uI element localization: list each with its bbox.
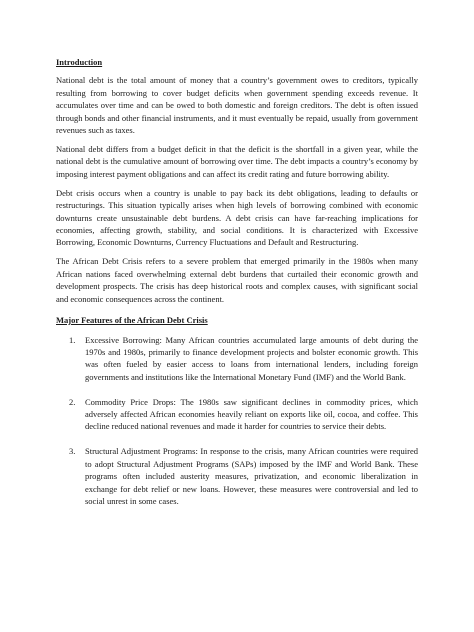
intro-paragraph-national-debt: National debt is the total amount of money that a country’s government owes to creditors, typically resulting from borrowing to cover budget deficits when government spending exceeds revenue. It accumulates over time and can be owed to both domestic and foreign creditors. The debt is often issued through bonds and other financial instruments, and it must eventually be repaid, usually from government revenues such as taxes. [56,75,418,136]
list-item [56,396,418,433]
list-item-text: Excessive Borrowing: Many African countries accumulated large amounts of debt during the 1970s and 1980s, primarily to finance development projects and bolster economic growth. This was often fueled by easier access to loans from international lenders, including foreign governments and institutions like the International Monetary Fund (IMF) and the World Bank. [85,334,418,382]
list-item-text: Commodity Price Drops: The 1980s saw significant declines in commodity prices, which adversely affected African economies heavily reliant on exports like oil, cocoa, and coffee. This decline reduced national revenues and made it harder for countries to service their debts. [85,396,418,432]
introduction-heading: Introduction [56,57,103,67]
features-heading: Major Features of the African Debt Crisis [56,315,208,326]
features-list [56,334,418,508]
list-item [56,334,418,384]
intro-paragraph-deficit: National debt differs from a budget deficit in that the deficit is the shortfall in a given year, while the national debt is the cumulative amount of borrowing over time. The debt impacts a country’s economy by imposing interest payment obligations and can affect its credit rating and future borrowing ability. [56,144,418,179]
list-item-number: 1. [69,334,76,345]
intro-paragraph-african-debt-crisis: The African Debt Crisis refers to a severe problem that emerged primarily in the 1980s when many African nations faced overwhelming external debt burdens that curtailed their economic growth and development prospects. The crisis has deep historical roots and complex causes, with significant social and economic consequences across the continent. [56,256,418,304]
intro-paragraph-debt-crisis: Debt crisis occurs when a country is unable to pay back its debt obligations, leading to defaults or restructurings. This situation typically arises when high levels of borrowing combined with economic downturns create unsustainable debt burdens. A debt crisis can have far-reaching implications for economies, affecting growth, stability, and social conditions. It is characterized with Excessive Borrowing, Economic Downturns, Currency Fluctuations and Default and Restructuring. [56,187,418,248]
list-item-number: 2. [69,396,76,407]
list-item-number: 3. [69,446,76,457]
list-item-text: Structural Adjustment Programs: In response to the crisis, many African countries were required to adopt Structural Adjustment Programs (SAPs) imposed by the IMF and World Bank. These programs often included austerity measures, privatization, and economic liberalization in exchange for debt relief or new loans. However, these measures were controversial and led to social unrest in some cases. [85,446,418,506]
document-body [56,56,418,520]
list-item [56,445,418,507]
